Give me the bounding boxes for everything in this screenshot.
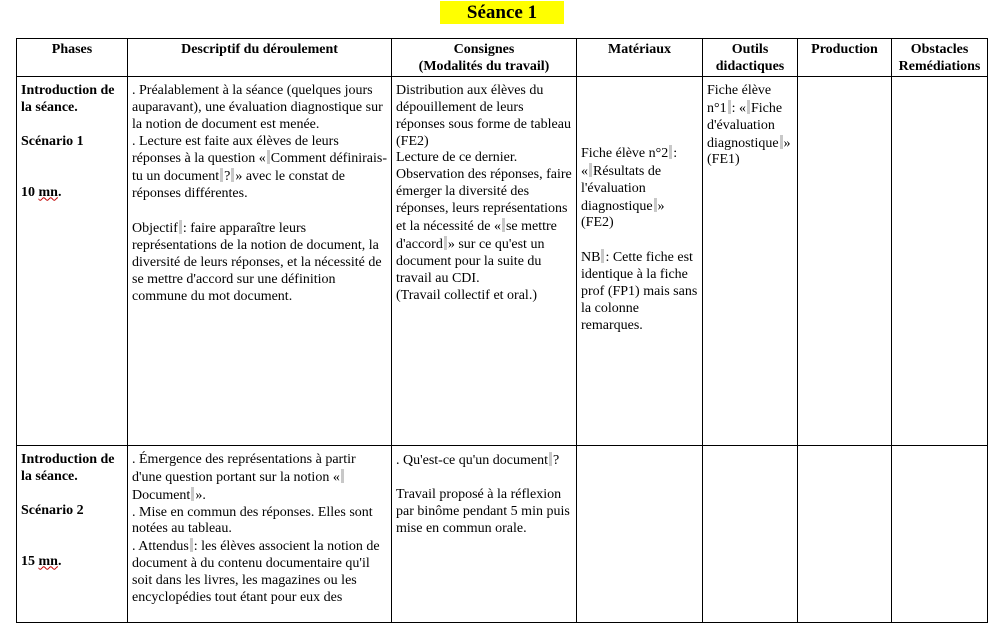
production-cell [798, 76, 892, 445]
outils-cell [703, 445, 798, 622]
table-row [17, 445, 988, 622]
consignes-cell: Distribution aux élèves du dépouillement de leurs réponses sous forme de tableau (FE2) Lecture de ce dernier. Observation des réponses, faire émerger la diversité des réponses, leurs représentations et la nécessité de « se mettre d'accord » sur ce qu'est un document pour la suite du travail au CDI. (Travail collectif et oral.) [392, 76, 577, 445]
phase-cell: Introduction de la séance. Scénario 1 10 mn. [17, 76, 128, 445]
consignes-cell: . Qu'est-ce qu'un document ? Travail proposé à la réflexion par binôme pendant 5 min puis mise en commun orale. [392, 445, 577, 622]
materiaux-cell [577, 445, 703, 622]
descriptif-cell: . Préalablement à la séance (quelques jours auparavant), une évaluation diagnostique sur la notion de document est menée. . Lecture est faite aux élèves de leurs réponses à la question « Comment définirais-tu un document ? » avec le constat de réponses différentes. Objectif : faire apparaître leurs représentations de la notion de document, la diversité de leurs réponses, et la nécessité de se mettre d'accord sur une définition commune du mot document. [128, 76, 392, 445]
phase-cell: Introduction de la séance. Scénario 2 15 mn. [17, 445, 128, 622]
header-consignes: Consignes (Modalités du travail) [392, 39, 577, 77]
header-outils: Outils didactiques [703, 39, 798, 77]
obstacles-cell [892, 445, 988, 622]
page-title: Séance 1 [440, 1, 564, 24]
header-descriptif: Descriptif du déroulement [128, 39, 392, 77]
header-phases: Phases [17, 39, 128, 77]
outils-cell: Fiche élève n°1 : « Fiche d'évaluation diagnostique » (FE1) [703, 76, 798, 445]
table-row [17, 76, 988, 445]
header-production: Production [798, 39, 892, 77]
header-materiaux: Matériaux [577, 39, 703, 77]
obstacles-cell [892, 76, 988, 445]
descriptif-cell: . Émergence des représentations à partir d'une question portant sur la notion «Document ». . Mise en commun des réponses. Elles sont notées au tableau. . Attendus : les élèves associent la notion de document à du contenu documentaire qu'il soit dans les livres, les magazines ou les encyclopédies tout étant pour eux des [128, 445, 392, 622]
lesson-plan-table [16, 38, 988, 623]
production-cell [798, 445, 892, 622]
materiaux-cell: Fiche élève n°2 : « Résultats de l'évaluation diagnostique » (FE2) NB : Cette fiche est identique à la fiche prof (FP1) mais sans la colonne remarques. [577, 76, 703, 445]
header-obstacles: Obstacles Remédiations [892, 39, 988, 77]
table-header-row [17, 39, 988, 77]
